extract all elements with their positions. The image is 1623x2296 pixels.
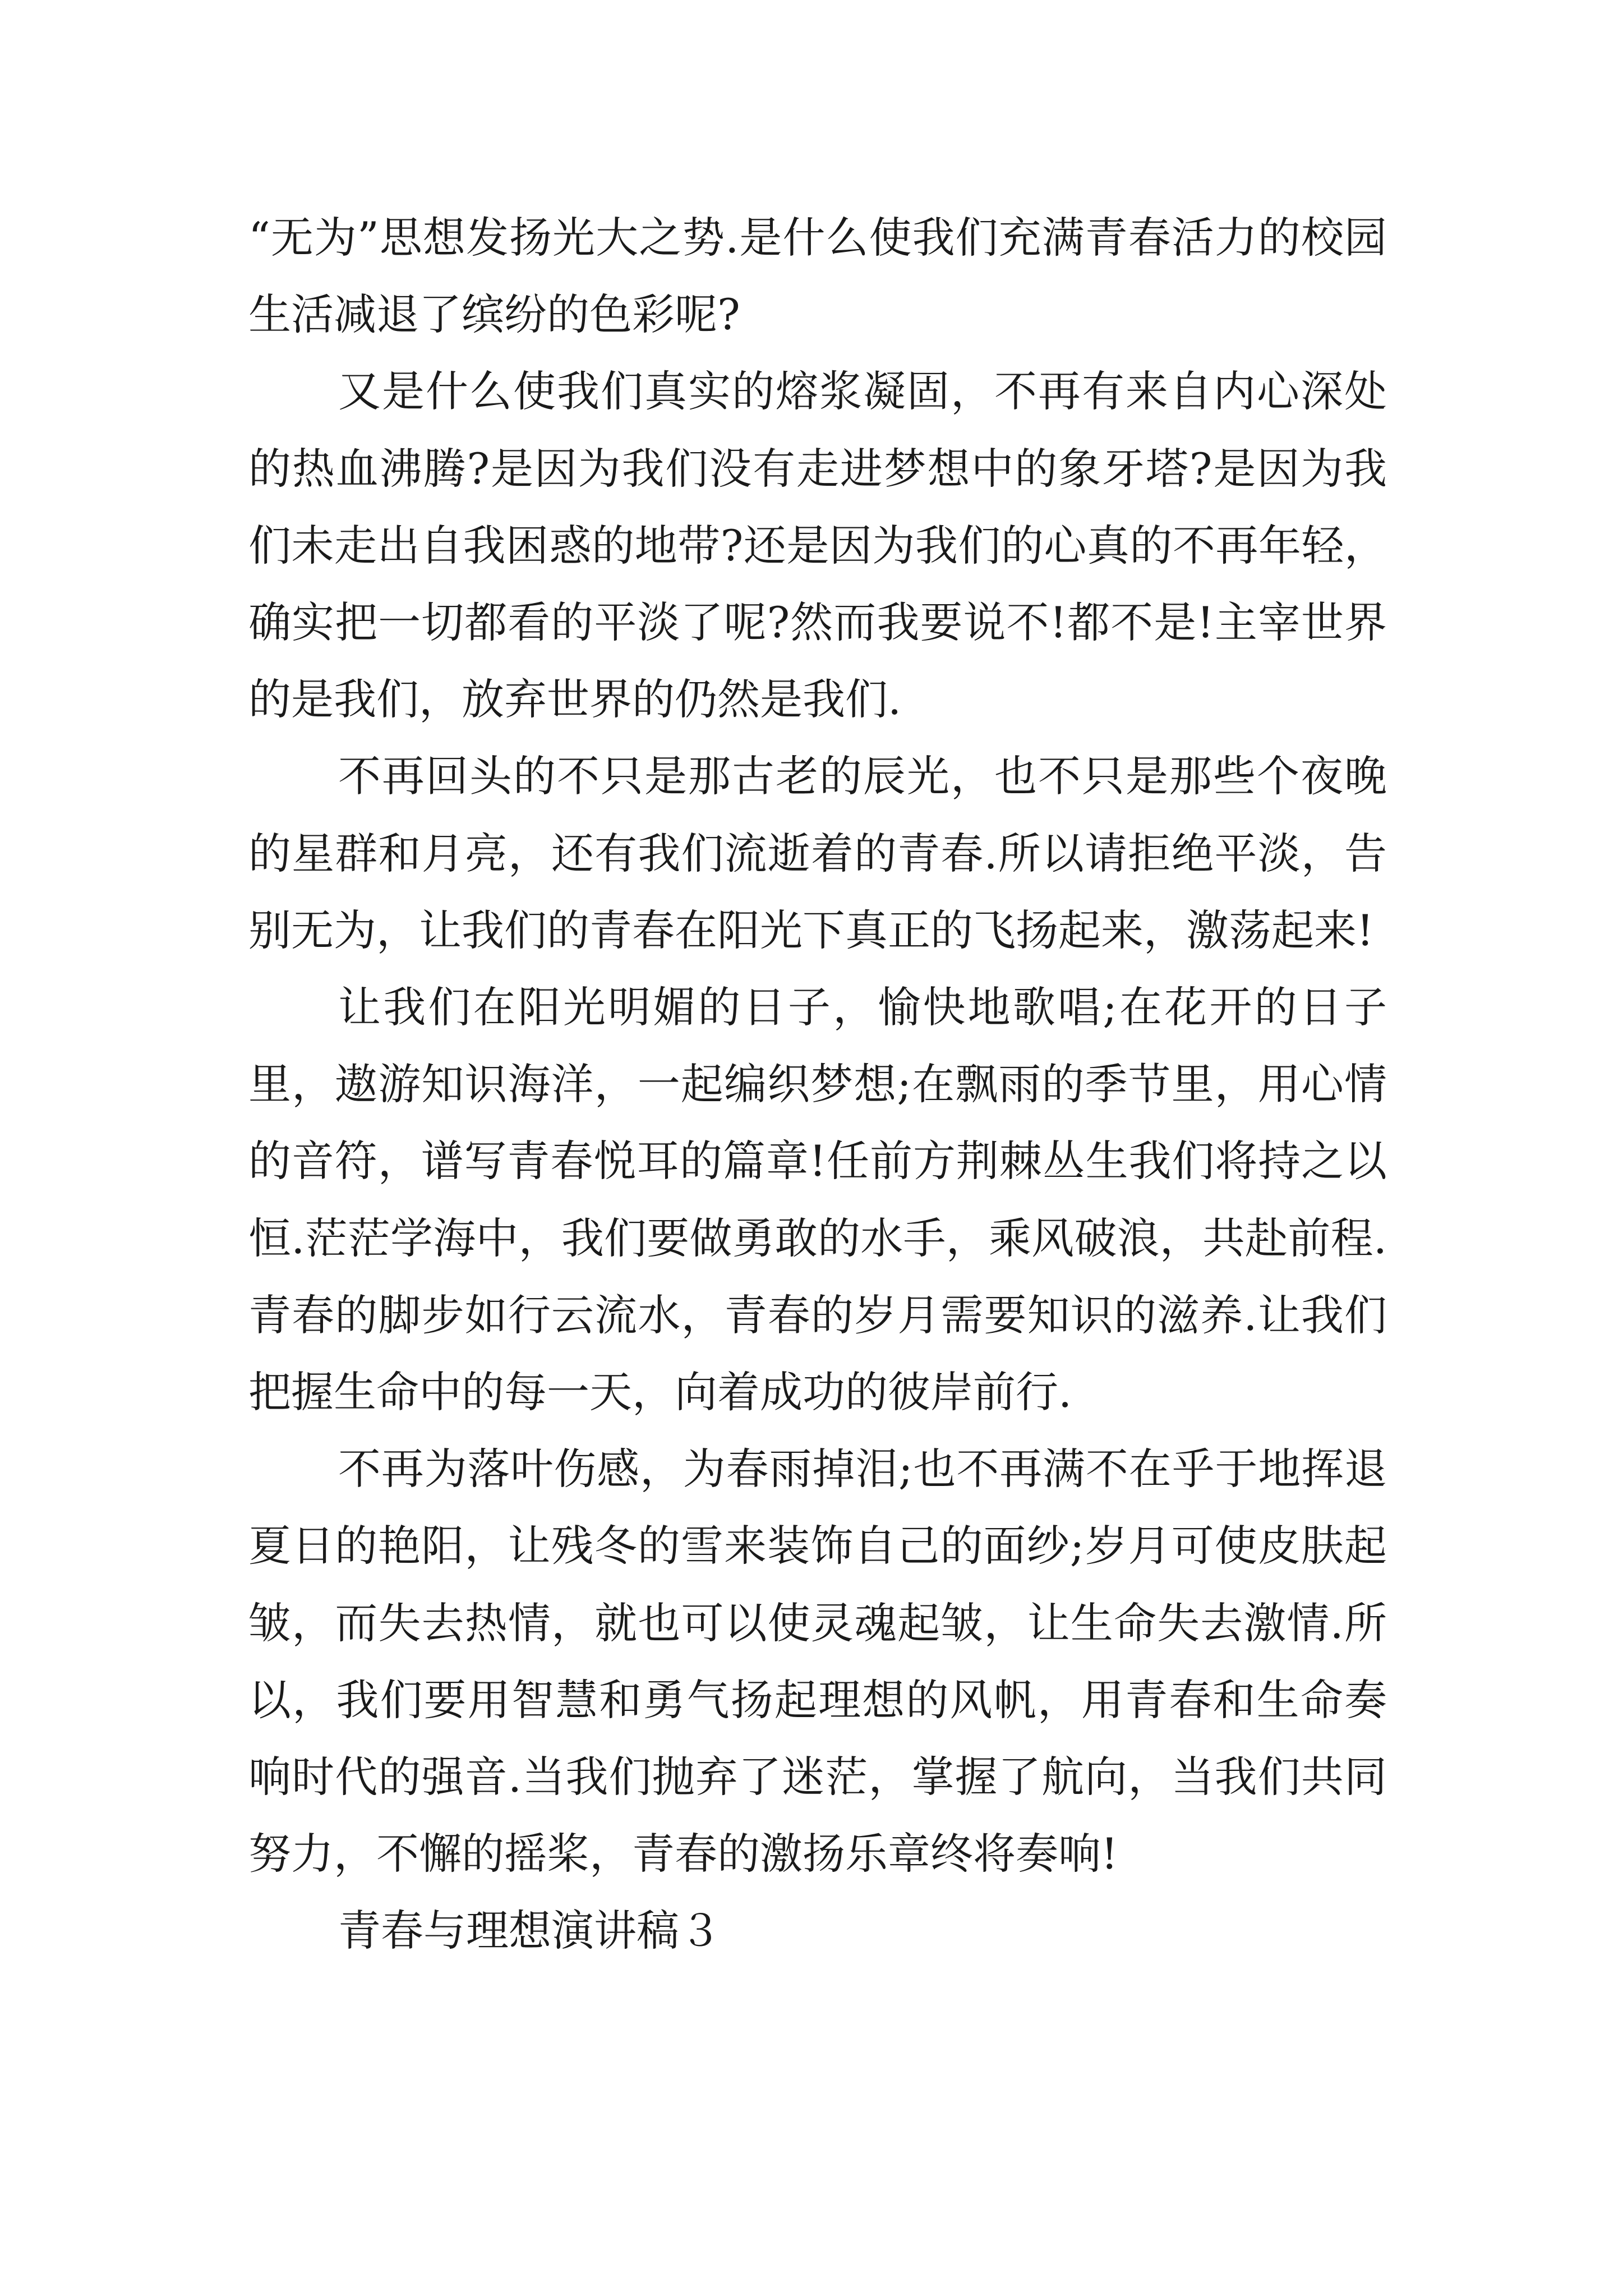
document-body xyxy=(248,199,1387,1970)
section-heading: 青春与理想演讲稿３ xyxy=(338,1906,722,1956)
paragraph-5: 不再为落叶伤感，为春雨掉泪;也不再满不在乎于地挥退夏日的艳阳，让残冬的雪来装饰自己的面纱;岁月可使皮肤起皱，而失去热情，就也可以使灵魂起皱，让生命失去激情.所以，我们要用智慧和勇气扬起理想的风帆，用青春和生命奏响时代的强音.当我们抛弃了迷茫，掌握了航向，当我们共同努力，不懈的摇桨，青春的激扬乐章终将奏响! xyxy=(248,1444,1387,1879)
paragraph-2: 又是什么使我们真实的熔浆凝固，不再有来自内心深处的热血沸腾?是因为我们没有走进梦想中的象牙塔?是因为我们未走出自我困惑的地带?还是因为我们的心真的不再年轻，确实把一切都看的平淡了呢?然而我要说不!都不是!主宰世界的是我们，放弃世界的仍然是我们. xyxy=(248,366,1387,725)
paragraph-1: “无为”思想发扬光大之势.是什么使我们充满青春活力的校园生活减退了缤纷的色彩呢? xyxy=(248,213,1387,340)
paragraph-3: 不再回头的不只是那古老的辰光，也不只是那些个夜晚的星群和月亮，还有我们流逝着的青春.所以请拒绝平淡，告别无为，让我们的青春在阳光下真正的飞扬起来，激荡起来! xyxy=(248,751,1387,955)
paragraph-4: 让我们在阳光明媚的日子，愉快地歌唱;在花开的日子里，遨游知识海洋，一起编织梦想;在飘雨的季节里，用心情的音符，谱写青春悦耳的篇章!任前方荆棘丛生我们将持之以恒.茫茫学海中，我们要做勇敢的水手，乘风破浪，共赴前程.青春的脚步如行云流水，青春的岁月需要知识的滋养.让我们把握生命中的每一天，向着成功的彼岸前行. xyxy=(248,982,1387,1418)
